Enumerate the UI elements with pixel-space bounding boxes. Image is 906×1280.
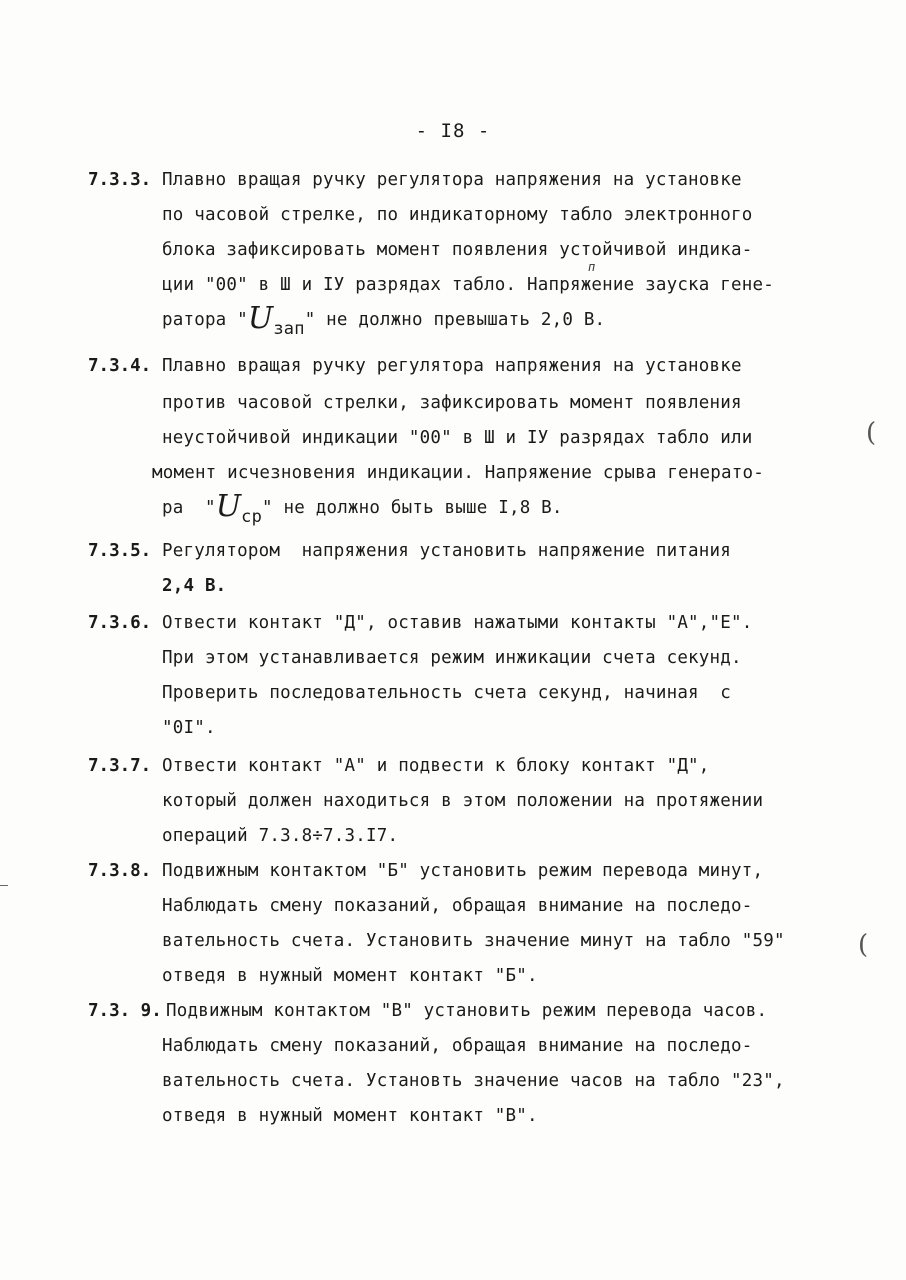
formula-after: " не должно быть выше I,8 В. xyxy=(262,498,563,518)
text-line: 2,4 В. xyxy=(162,576,227,596)
text-line: по часовой стрелке, по индикаторному табло электронного xyxy=(162,205,753,225)
text-line: Проверить последовательность счета секунд, начиная с xyxy=(162,683,732,703)
section-number: 7.3.6. xyxy=(88,613,152,633)
voltage-subscript: ср xyxy=(241,507,263,527)
handwritten-correction: п xyxy=(588,260,596,274)
section-number: 7.3.8. xyxy=(88,861,152,881)
section-number: 7.3.3. xyxy=(88,170,152,190)
margin-mark: ( xyxy=(866,418,877,448)
voltage-symbol: U xyxy=(215,489,242,524)
text-line: блока зафиксировать момент появления устойчивой индика- xyxy=(162,240,753,260)
formula-line xyxy=(162,301,606,339)
formula-before: ратора " xyxy=(162,310,248,330)
formula-after: " не должно превышать 2,0 В. xyxy=(304,310,606,330)
text-line: Подвижным контактом "Б" установить режим перевода минут, xyxy=(162,861,764,881)
voltage-symbol: U xyxy=(247,301,274,336)
text-line: Регулятором напряжения установить напряжение питания xyxy=(162,541,732,561)
section-number: 7.3.5. xyxy=(88,541,152,561)
text-line: операций 7.3.8÷7.3.I7. xyxy=(162,826,399,846)
text-line: неустойчивой индикации "00" в Ш и IУ разрядах табло или xyxy=(162,428,753,448)
section-number: 7.3.4. xyxy=(88,356,152,376)
text-line: Отвести контакт "Д", оставив нажатыми контакты "А","Е". xyxy=(162,613,753,633)
text-line: Подвижным контактом "В" установить режим перевода часов. xyxy=(166,1001,768,1021)
edge-mark xyxy=(0,885,8,886)
text-line: ции "00" в Ш и IУ разрядах табло. Напряжение зауска гене- xyxy=(162,275,774,295)
formula-before: ра " xyxy=(162,498,216,518)
text-line: против часовой стрелки, зафиксировать момент появления xyxy=(162,393,742,413)
voltage-subscript: зап xyxy=(273,319,305,339)
section-number: 7.3. 9. xyxy=(88,1001,162,1021)
margin-mark: ( xyxy=(858,930,869,960)
text-line: момент исчезновения индикации. Напряжение срыва генерато- xyxy=(152,463,764,483)
formula-line xyxy=(162,489,563,527)
text-line: который должен находиться в этом положении на протяжении xyxy=(162,791,764,811)
text-line: Отвести контакт "А" и подвести к блоку контакт "Д", xyxy=(162,756,710,776)
page-number: - I8 - xyxy=(415,120,491,142)
text-line: Плавно вращая ручку регулятора напряжения на установке xyxy=(162,170,742,190)
text-line: Наблюдать смену показаний, обращая внимание на последо- xyxy=(162,896,753,916)
text-line: отведя в нужный момент контакт "В". xyxy=(162,1106,538,1126)
section-number: 7.3.7. xyxy=(88,756,152,776)
text-line: Наблюдать смену показаний, обращая внимание на последо- xyxy=(162,1036,753,1056)
text-line: Плавно вращая ручку регулятора напряжения на установке xyxy=(162,356,742,376)
text-line: отведя в нужный момент контакт "Б". xyxy=(162,966,538,986)
text-line: При этом устанавливается режим инжикации счета секунд. xyxy=(162,648,742,668)
text-line: вательность счета. Установть значение часов на табло "23", xyxy=(162,1071,785,1091)
text-line: вательность счета. Установить значение минут на табло "59" xyxy=(162,931,785,951)
text-line: "0I". xyxy=(162,718,216,738)
